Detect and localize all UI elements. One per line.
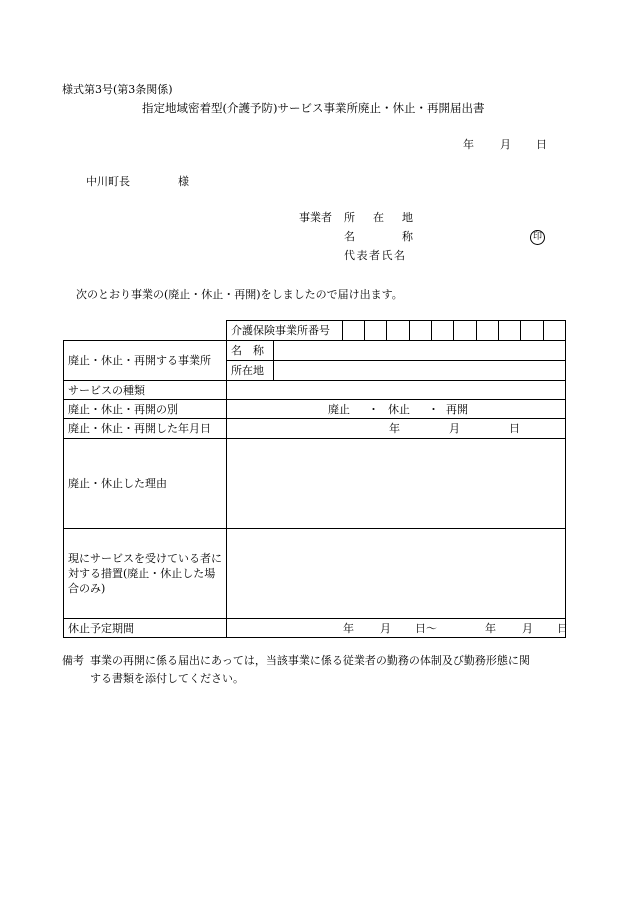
seal-mark: 印 (530, 230, 545, 245)
office-number-digit-7[interactable] (477, 321, 499, 341)
note-line-2: する書類を添付してください。 (90, 672, 244, 685)
office-name-label: 名 称 (227, 341, 274, 361)
closure-date-month: 月 (449, 421, 460, 435)
office-number-digit-3[interactable] (387, 321, 410, 341)
addressee-name: 中川町長 (86, 175, 130, 188)
reason-field[interactable] (227, 439, 566, 529)
office-number-digit-1[interactable] (343, 321, 365, 341)
suspension-period-field[interactable] (227, 619, 566, 638)
office-label: 廃止・休止・再開する事業所 (64, 341, 227, 381)
closure-date-day: 日 (509, 421, 520, 435)
office-number-digit-9[interactable] (521, 321, 544, 341)
option-separator-2: ・ (428, 402, 439, 416)
closure-type-options[interactable] (227, 400, 566, 419)
form-table (63, 320, 566, 638)
note-label: 備考 (62, 654, 84, 667)
office-name-field[interactable] (274, 341, 566, 361)
office-number-digit-4[interactable] (410, 321, 432, 341)
office-number-label: 介護保険事業所番号 (227, 321, 343, 341)
option-separator-1: ・ (368, 402, 379, 416)
closure-date-label: 廃止・休止・再開した年月日 (64, 419, 227, 439)
period-start-day: 日～ (415, 621, 437, 635)
office-number-digit-10[interactable] (544, 321, 566, 341)
option-suspend[interactable]: 休止 (388, 402, 410, 416)
date-day-label: 日 (536, 138, 547, 151)
reason-label: 廃止・休止した理由 (64, 439, 227, 529)
address-label-2: 在 (373, 211, 384, 224)
suspension-period-label: 休止予定期間 (64, 619, 227, 638)
document-title: 指定地域密着型(介護予防)サービス事業所廃止・休止・再開届出書 (142, 101, 485, 115)
measures-field[interactable] (227, 529, 566, 619)
closure-date-field[interactable] (227, 419, 566, 439)
name-label-2: 称 (402, 230, 413, 243)
date-year-label: 年 (463, 138, 474, 151)
service-type-field[interactable] (227, 381, 566, 400)
name-label-1: 名 (344, 230, 355, 243)
addressee-honorific: 様 (178, 175, 189, 188)
office-location-field[interactable] (274, 361, 566, 381)
address-label-1: 所 (344, 211, 355, 224)
period-start-month: 月 (380, 621, 391, 635)
measures-label: 現にサービスを受けている者に対する措置(廃止・休止した場合のみ) (64, 529, 227, 619)
office-number-digit-8[interactable] (499, 321, 521, 341)
closure-date-year: 年 (389, 421, 400, 435)
note-line-1: 事業の再開に係る届出にあっては，当該事業に係る従業者の勤務の体制及び勤務形態に関 (90, 654, 530, 667)
date-month-label: 月 (500, 138, 511, 151)
office-number-row (64, 321, 566, 341)
office-number-digit-5[interactable] (432, 321, 454, 341)
period-end-month: 月 (522, 621, 533, 635)
address-label-3: 地 (402, 211, 413, 224)
applicant-label: 事業者 (299, 211, 332, 224)
period-end-day: 日 (557, 621, 568, 635)
office-number-digit-2[interactable] (365, 321, 387, 341)
period-start-year: 年 (343, 621, 354, 635)
office-location-label: 所在地 (227, 361, 274, 381)
closure-type-label: 廃止・休止・再開の別 (64, 400, 227, 419)
office-number-digit-6[interactable] (454, 321, 477, 341)
intro-text: 次のとおり事業の(廃止・休止・再開)をしましたので届け出ます。 (76, 288, 403, 301)
service-type-label: サービスの種類 (64, 381, 227, 400)
option-resume[interactable]: 再開 (446, 402, 468, 416)
representative-label: 代表者氏名 (344, 249, 407, 262)
form-number: 様式第3号(第3条関係) (62, 83, 173, 96)
period-end-year: 年 (485, 621, 496, 635)
option-abolish[interactable]: 廃止 (328, 402, 350, 416)
